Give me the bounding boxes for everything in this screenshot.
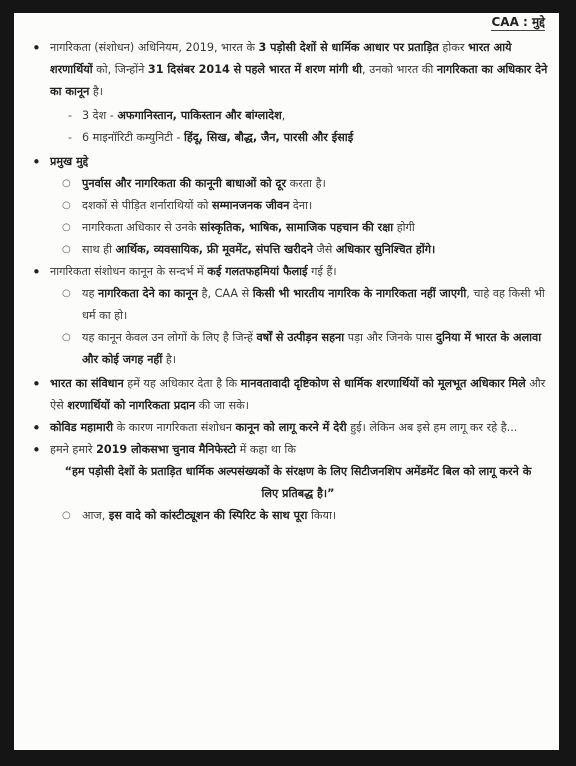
page-header: CAA : मुद्दे [491, 15, 545, 29]
text: के कारण नागरिकता संशोधन [113, 421, 236, 434]
text: किया। [307, 509, 337, 522]
emphasis: मानवतावादी दृष्टिकोण से धार्मिक शरणार्थियों को मूलभूत अधिकार मिले [240, 377, 526, 390]
emphasis: दुनिया में भारत के अलावा और कोई जगह नहीं [82, 331, 542, 366]
text: को, जिन्होंने [92, 63, 148, 76]
text: की जा सके। [195, 399, 250, 412]
sub-bullet-no-citizen-loss [28, 283, 548, 327]
text: है। [89, 85, 104, 98]
text: जैसे [312, 243, 336, 256]
text: हमने हमारे [50, 443, 97, 456]
emphasis: 2019 लोकसभा चुनाव मैनिफेस्टो [96, 443, 237, 456]
text: होकर [438, 41, 468, 54]
bullet-key-issues [28, 151, 548, 173]
sub-bullet-identity [28, 217, 548, 239]
bullet-misconceptions [28, 261, 548, 283]
text: हुई। लेकिन अब इसे हम लागू कर रहे है... [346, 421, 518, 434]
emphasis: कई गलतफहमियां फैलाई [207, 265, 308, 278]
text: पड़ा और जिनके पास [344, 331, 437, 344]
emphasis: हिंदू, सिख, बौद्ध, जैन, पारसी और ईसाई [183, 131, 354, 144]
text: और ऐसे [50, 377, 546, 412]
text: में कहा था कि [236, 443, 296, 456]
emphasis: कानून को लागू करने में देरी [235, 421, 347, 434]
emphasis: भारत का संविधान [50, 377, 124, 390]
emphasis: इस वादे को कांस्टीट्यूशन की स्पिरिट के साथ पूरा [108, 509, 308, 522]
bullet-caa-definition [28, 37, 548, 103]
emphasis: 31 दिसंबर 2014 से पहले भारत में शरण मांगी थी [147, 63, 362, 76]
emphasis: कोविड महामारी [50, 421, 114, 434]
sub-bullet-persecuted-only [28, 327, 548, 371]
text: साथ ही [82, 243, 116, 256]
emphasis: नागरिकता का अधिकार देने का कानून [50, 63, 548, 98]
emphasis: वर्षों से उत्पीड़न सहना [256, 331, 345, 344]
text: गई हैं। [307, 265, 337, 278]
manifesto-quote: “हम पड़ोसी देशों के प्रताड़ित धार्मिक अल्पसंख्यकों के संरक्षण के लिए सिटीजनशिप अमेंडमेंट बिल को लागू करने के लिए प्रतिबद्ध है।” [64, 465, 532, 500]
text: होगी [393, 221, 415, 234]
emphasis: आर्थिक, व्यवसायिक, फ्री मूवमेंट, संपत्ति खरीदने [115, 243, 313, 256]
sub-bullet-rights [28, 239, 548, 261]
text: 6 माइनॉरिटी कम्युनिटी - [82, 131, 184, 144]
emphasis: सम्मानजनक जीवन [212, 199, 290, 212]
text: हमें यह अधिकार देता है कि [123, 377, 241, 390]
text: , चाहे वह किसी भी धर्म का हो। [82, 287, 545, 322]
emphasis: पुनर्वास और नागरिकता की कानूनी बाधाओं को दूर [82, 177, 287, 190]
sub-bullet-promise-fulfilled [28, 505, 548, 527]
text: यह [82, 287, 98, 300]
text: नागरिकता अधिकार से उनके [82, 221, 200, 234]
text: है। [162, 353, 177, 366]
sub-bullet-communities [28, 127, 548, 149]
emphasis: अफगानिस्तान, पाकिस्तान और बांग्लादेश [117, 109, 282, 122]
document-page [14, 13, 559, 750]
text: दशकों से पीड़ित शर्नाराथियों को [82, 199, 213, 212]
text: 3 देश - [82, 109, 118, 122]
text: यह कानून केवल उन लोगों के लिए है जिन्हें [82, 331, 257, 344]
emphasis: नागरिकता देने का कानून [98, 287, 198, 300]
text: , उनको भारत की [362, 63, 437, 76]
text: है, CAA से [197, 287, 253, 300]
text: आज, [82, 509, 109, 522]
emphasis: सांस्कृतिक, भाषिक, सामाजिक पहचान की रक्षा [199, 221, 394, 234]
sub-bullet-rehabilitation [28, 173, 548, 195]
document-content [28, 37, 548, 527]
emphasis: प्रमुख मुद्दे [50, 155, 89, 168]
emphasis: भारत आये शरणार्थियों [50, 41, 512, 76]
bullet-covid-delay [28, 417, 548, 439]
sub-bullet-dignified-life [28, 195, 548, 217]
text: नागरिकता (संशोधन) अधिनियम, 2019, भारत के [50, 41, 259, 54]
emphasis: शरणार्थियों को नागरिकता प्रदान [67, 399, 196, 412]
emphasis: 3 पड़ोसी देशों से धार्मिक आधार पर प्रताड़ित [258, 41, 439, 54]
emphasis: किसी भी भारतीय नागरिक के नागरिकता नहीं जाएगी [252, 287, 467, 300]
text: नागरिकता संशोधन कानून के सन्दर्भ में [50, 265, 208, 278]
text: , [281, 109, 286, 122]
bullet-constitution [28, 373, 548, 417]
text: करता है। [286, 177, 326, 190]
sub-bullet-countries [28, 105, 548, 127]
bullet-manifesto [28, 439, 548, 461]
emphasis: अधिकार सुनिश्चित होंगे। [335, 243, 436, 256]
text: देना। [289, 199, 313, 212]
